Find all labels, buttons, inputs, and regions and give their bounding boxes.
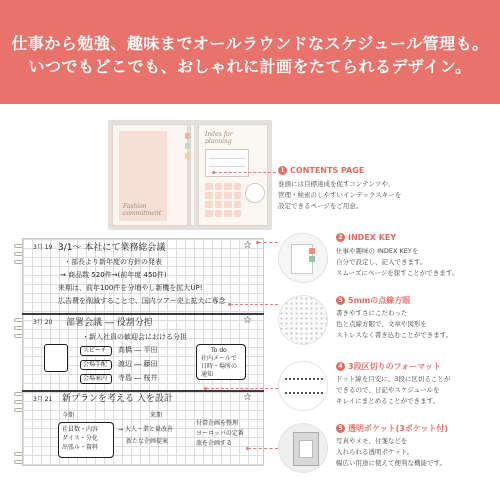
next-plan-line: 付帯企画を整理 [196, 420, 239, 427]
callout-dot [246, 447, 249, 450]
banner-headline-2: いつでもどこでも、おしゃれに計画をたてられるデザイン。 [28, 57, 472, 76]
callout-dot [256, 241, 259, 244]
preview-index-page [198, 124, 268, 226]
feature-dot-grid [278, 295, 488, 355]
feature-description: 書きやすさにこだわった 色と点線方眼で、文章や図形を ストレスなく書き込むことができます。 [336, 309, 453, 339]
callout-leader [258, 242, 278, 243]
callout-dot [212, 171, 215, 174]
section-divider [22, 390, 264, 392]
feature-title: 2 INDEX KEY [336, 233, 396, 242]
feature-description: ドット線を目安に、3段に区切ることが できるので、日記やスケジュールを キレイにまとめることができます。 [336, 375, 451, 405]
plan-arrow-note: → 大人・業と量改善 [118, 426, 173, 433]
next-plan-line: ヨーロッパの定番 [196, 430, 244, 437]
preview-script-title: Fashion commitment [123, 203, 162, 217]
feature-description: 写真やメモ、付箋などを 入れられる透明ポケット。 幅広い用途に使えて便利な機能です。 [336, 437, 446, 467]
star-icon: ☆ [243, 240, 252, 251]
section1-line3: → 商品数 520件→(前年度 450件) [60, 271, 167, 279]
section2-date: 3月 20 [33, 319, 53, 326]
callout-leader [214, 172, 276, 173]
section1-line1: 3/1〜 本社にて業務総会議 [58, 243, 166, 253]
callout-leader [248, 448, 278, 449]
label-next: 来期 [150, 412, 163, 419]
plan-arrow-note: 新たな企画提案 [126, 438, 169, 445]
role-assignee: 寺島 ― 桜井 [118, 374, 158, 382]
preview-index-script: Index for planning [205, 131, 233, 145]
preview-left-page [112, 124, 188, 226]
preview-round-badge [245, 183, 265, 203]
callout-dot [204, 387, 207, 390]
feature-contents-page [278, 166, 488, 226]
feature-number: 1 [278, 166, 287, 175]
todo-sticky-note: To do 社内メールで 日時・場所の 通知 [196, 344, 246, 380]
section1-line2: ・部長より新年度の方針の発表 [64, 258, 162, 266]
dot-grid-photo [278, 295, 328, 345]
header-banner [0, 0, 500, 104]
section2-bracket-box [44, 344, 68, 372]
preview-index-key-grid [205, 183, 241, 217]
feature-title: 1 CONTENTS PAGE [278, 166, 364, 175]
feature-three-section-format [278, 361, 488, 421]
index-key-photo [278, 233, 328, 283]
callout-leader [206, 388, 278, 389]
section1-line5: 広告費を削減することで、国内ツアー売上拡大に専念 [58, 297, 226, 305]
feature-number: 4 [336, 362, 345, 371]
role-tag: スピーチ [80, 346, 112, 356]
feature-number: 2 [336, 233, 345, 242]
star-icon: ☆ [243, 392, 252, 403]
section1-date: 3月 19 [33, 244, 53, 251]
index-page-preview [194, 120, 272, 230]
role-assignee: 高橋 ― 平田 [118, 346, 158, 354]
role-tag: 会場手配 [80, 360, 112, 370]
next-plan-line: 旅を企画する [196, 440, 233, 447]
feature-title: 3 5mmの点線方眼 [336, 295, 410, 306]
star-icon: ☆ [243, 315, 252, 326]
section3-heading: 新プランを考える 入を設計 [62, 394, 173, 404]
feature-title: 5 透明ポケット(3ポケット付) [336, 423, 448, 434]
feature-number: 5 [336, 424, 345, 433]
label-current: 今期 [62, 412, 75, 419]
banner-headline-1: 仕事から勉強、趣味までオールラウンドなスケジュール管理も。 [11, 34, 489, 53]
callout-dot [228, 303, 231, 306]
current-plan-box: 社員数・内容 ダイス・分化 出張ル・資料 [58, 422, 114, 458]
role-tag: 会場案内 [80, 374, 112, 384]
section2-line1: ・新入社員の歓迎会における分担 [82, 333, 187, 341]
role-assignee: 渡辺 ― 藤田 [118, 360, 158, 368]
feature-number: 3 [336, 296, 345, 305]
feature-description: 仕事や趣味の INDEX KEYを 自分で設定し、記入できます。 スムーズにページを探すことができます。 [336, 247, 459, 277]
format-photo [278, 361, 328, 411]
section2-heading: 部署会議 ― 役割分担 [66, 318, 153, 328]
callout-leader [230, 304, 278, 305]
section3-date: 3月 21 [33, 396, 53, 403]
feature-title: 4 3段区切りのフォーマット [336, 361, 441, 372]
pocket-photo [278, 423, 328, 473]
feature-clear-pocket [278, 423, 488, 483]
feature-index-key [278, 233, 488, 293]
section-divider [22, 313, 264, 315]
feature-description: 巻頭には目標達成を促すコンテンツや、 管理・検索のしやすいインデックスキーを 設定できるページをご用意。 [278, 180, 402, 210]
section1-line4: 来期は、前年100件を分増やし新機を拡大UP! [58, 284, 203, 292]
